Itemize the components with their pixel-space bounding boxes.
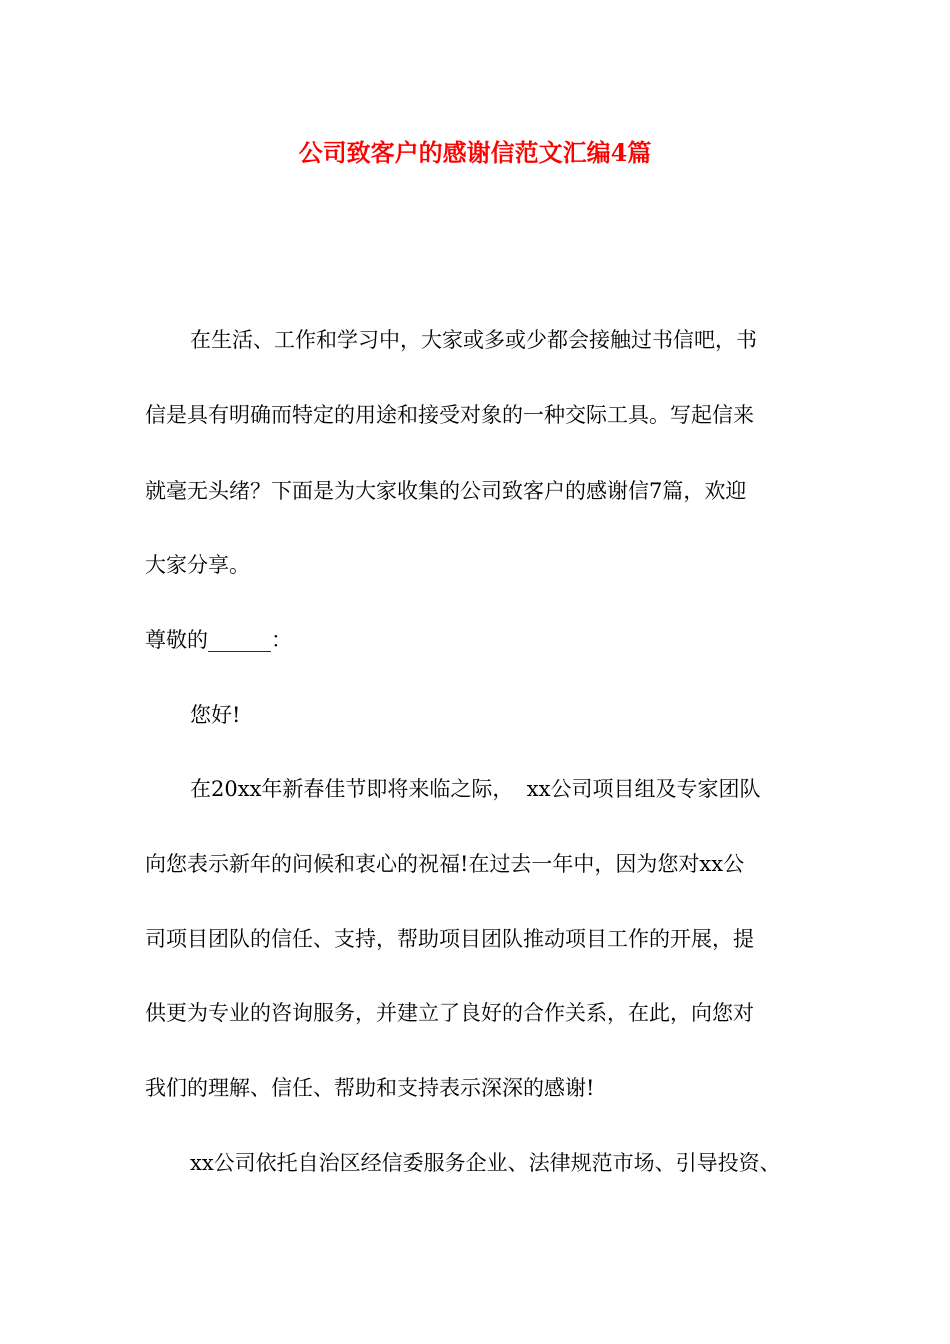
body-line-1: 在20xx年新春佳节即将来临之际， xx公司项目组及专家团队 <box>190 777 761 801</box>
intro-line-3: 就毫无头绪？下面是为大家收集的公司致客户的感谢信7篇，欢迎 <box>145 479 747 503</box>
body-line-3: 司项目团队的信任、支持，帮助项目团队推动项目工作的开展，提 <box>145 927 754 951</box>
salutation: 尊敬的______： <box>145 628 292 652</box>
intro-line-1: 在生活、工作和学习中，大家或多或少都会接触过书信吧，书 <box>190 328 757 352</box>
intro-line-2: 信是具有明确而特定的用途和接受对象的一种交际工具。写起信来 <box>145 403 754 427</box>
document-title: 公司致客户的感谢信范文汇编4篇 <box>298 138 652 167</box>
body-line-5: 我们的理解、信任、帮助和支持表示深深的感谢! <box>145 1076 595 1100</box>
intro-line-4: 大家分享。 <box>145 553 250 577</box>
greeting: 您好! <box>190 703 241 727</box>
body-line-2: 向您表示新年的问候和衷心的祝福!在过去一年中，因为您对xx公 <box>145 852 745 876</box>
body-line-6: xx公司依托自治区经信委服务企业、法律规范市场、引导投资、 <box>190 1151 781 1175</box>
body-line-4: 供更为专业的咨询服务，并建立了良好的合作关系，在此，向您对 <box>145 1001 754 1025</box>
